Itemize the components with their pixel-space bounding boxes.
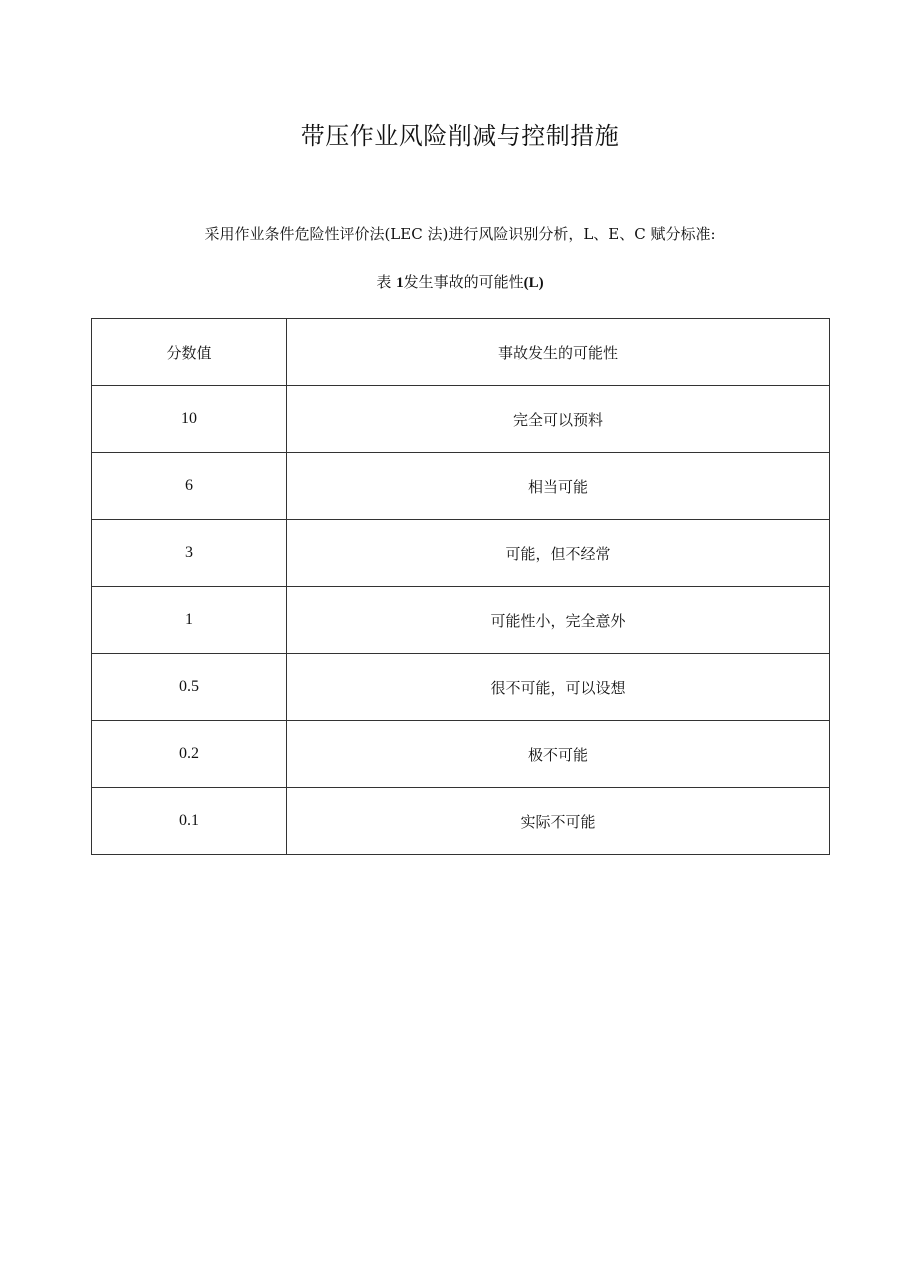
table-caption xyxy=(0,270,920,295)
table-row xyxy=(92,654,830,721)
score-cell: 0.1 xyxy=(92,788,287,855)
likelihood-cell: 完全可以预料 xyxy=(287,386,830,453)
score-cell: 10 xyxy=(92,386,287,453)
caption-prefix: 表 xyxy=(376,273,392,291)
table-row xyxy=(92,788,830,855)
table-row xyxy=(92,587,830,654)
score-cell: 0.2 xyxy=(92,721,287,788)
score-cell: 6 xyxy=(92,453,287,520)
caption-suffix: (L) xyxy=(523,275,544,291)
table-header-row xyxy=(92,319,830,386)
page-title: 带压作业风险削减与控制措施 xyxy=(300,122,620,150)
table-row xyxy=(92,520,830,587)
table-row xyxy=(92,453,830,520)
likelihood-cell: 很不可能，可以设想 xyxy=(287,654,830,721)
score-cell: 3 xyxy=(92,520,287,587)
score-cell: 1 xyxy=(92,587,287,654)
table-row xyxy=(92,386,830,453)
intro-paragraph: 采用作业条件危险性评价法(LEC 法)进行风险识别分析，L、E、C 赋分标准: xyxy=(204,225,716,243)
header-score: 分数值 xyxy=(92,319,287,386)
score-cell: 0.5 xyxy=(92,654,287,721)
caption-number: 1 xyxy=(396,275,404,291)
header-likelihood: 事故发生的可能性 xyxy=(287,319,830,386)
likelihood-cell: 可能性小，完全意外 xyxy=(287,587,830,654)
table-row xyxy=(92,721,830,788)
likelihood-cell: 极不可能 xyxy=(287,721,830,788)
likelihood-cell: 实际不可能 xyxy=(287,788,830,855)
likelihood-cell: 相当可能 xyxy=(287,453,830,520)
likelihood-cell: 可能，但不经常 xyxy=(287,520,830,587)
caption-text: 发生事故的可能性 xyxy=(403,273,524,291)
likelihood-table xyxy=(91,318,830,855)
